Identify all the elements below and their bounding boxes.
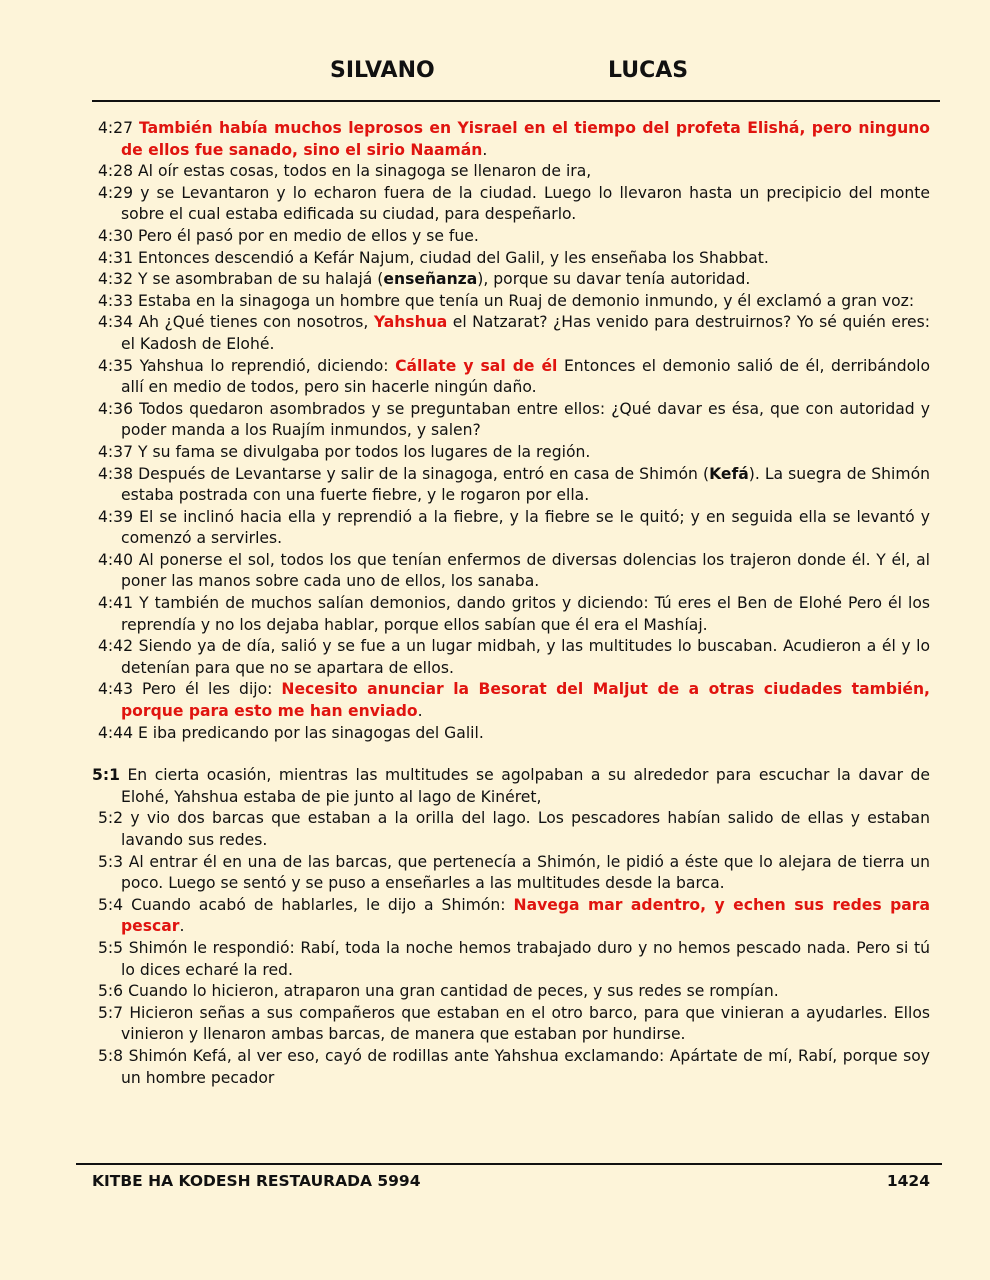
verse — [92, 248, 930, 270]
verse-number: 5:6 — [98, 982, 124, 1001]
verse-text: el Natzarat? ¿Has venido para destruirnos? Yo sé quién eres: el Kadosh de Elohé. — [121, 313, 930, 353]
verse-text: E iba predicando por las sinagogas del Galil. — [138, 723, 484, 742]
verse-text: y se Levantaron y lo echaron fuera de la ciudad. Luego lo llevaron hasta un precipicio del monte sobre el cual estaba edificada su ciudad, para despeñarlo. — [121, 183, 931, 224]
verse-text: Hicieron señas a sus compañeros que estaban en el otro barco, para que vinieran a ayudarles. Ellos vinieron y llenaron ambas barcas, de manera que estaban por hundirse. — [121, 1003, 930, 1044]
verse-number: 4:31 — [98, 248, 134, 267]
spoken-words: También había muchos leprosos en Yisrael en el tiempo del profeta Elishá, pero ninguno de ellos fue sanado, sino el sirio Naamán — [121, 119, 930, 159]
verse-number: 4:41 — [98, 594, 134, 613]
verse-number: 4:40 — [98, 550, 134, 569]
verse-number: 4:44 — [98, 723, 134, 742]
header-book: LUCAS — [608, 58, 689, 83]
verse-number: 4:28 — [98, 162, 134, 181]
verse — [92, 269, 930, 291]
verse-number: 4:43 — [98, 680, 134, 699]
verse-text: El se inclinó hacia ella y reprendió a la fiebre, y la fiebre se le quitó; y en seguida ella se levantó y comenzó a servirles. — [121, 507, 930, 548]
verse-number: 4:34 — [98, 313, 134, 332]
verse — [92, 399, 930, 442]
verse — [92, 938, 930, 981]
verse — [92, 312, 930, 355]
verse — [92, 765, 930, 808]
chapter-gap — [92, 744, 930, 765]
verse-number: 5:2 — [98, 809, 124, 828]
page-number: 1424 — [886, 1172, 930, 1190]
verse-text: Pero él pasó por en medio de ellos y se fue. — [138, 226, 479, 245]
verse-text: Estaba en la sinagoga un hombre que tenía un Ruaj de demonio inmundo, y él exclamó a gran voz: — [138, 291, 915, 310]
verse — [92, 679, 930, 722]
verse-text: Cuando acabó de hablarles, le dijo a Shimón: — [131, 895, 514, 914]
verse-number: 4:38 — [98, 464, 134, 483]
verse-text: Y se asombraban de su halajá ( — [138, 270, 384, 289]
verse-text: Entonces el demonio salió de él, derribándolo allí en medio de todos, pero sin hacerle ningún daño. — [121, 356, 931, 397]
verse-text: Shimón le respondió: Rabí, toda la noche hemos trabajado duro y no hemos pescado nada. Pero si tú lo dices echaré la red. — [121, 938, 930, 979]
verse — [92, 161, 930, 183]
verse — [92, 895, 930, 938]
verse — [92, 981, 930, 1003]
verse-text: Al oír estas cosas, todos en la sinagoga se llenaron de ira, — [138, 162, 592, 181]
verse-number: 5:7 — [98, 1003, 124, 1022]
verse-text: Entonces descendió a Kefár Najum, ciudad del Galil, y les enseñaba los Shabbat. — [138, 248, 769, 267]
verse-number: 4:32 — [98, 270, 134, 289]
footer-title: KITBE HA KODESH RESTAURADA 5994 — [92, 1172, 421, 1190]
spoken-words: Cállate y sal de él — [395, 356, 558, 375]
verse — [92, 442, 930, 464]
verse-text: ), porque su davar tenía autoridad. — [477, 270, 751, 289]
verse — [92, 464, 930, 507]
verse-text: Después de Levantarse y salir de la sinagoga, entró en casa de Shimón ( — [138, 464, 710, 483]
verse-text: Todos quedaron asombrados y se preguntaban entre ellos: ¿Qué davar es ésa, que con autoridad y poder manda a los Ruajím inmundos, y salen? — [121, 399, 930, 440]
spoken-words: Navega mar adentro, y echen sus redes para pescar — [121, 895, 930, 936]
verse — [92, 723, 930, 745]
verse — [92, 118, 930, 161]
verse-number: 4:42 — [98, 637, 134, 656]
verse-text: y vio dos barcas que estaban a la orilla del lago. Los pescadores habían salido de ellas y estaban lavando sus redes. — [121, 809, 930, 849]
verse-text: . — [482, 140, 488, 159]
verse-text: ). La suegra de Shimón estaba postrada con una fuerte fiebre, y le rogaron por ella. — [121, 464, 930, 505]
verse-text: Y su fama se divulgaba por todos los lugares de la región. — [138, 442, 591, 461]
verse-number: 4:35 — [98, 356, 134, 375]
spoken-words: Necesito anunciar la Besorat del Maljut de a otras ciudades también, porque para esto me han enviado — [121, 680, 930, 721]
verse-text: . — [417, 702, 423, 721]
footer-rule — [76, 1163, 942, 1165]
verse-text: En cierta ocasión, mientras las multitudes se agolpaban a su alrededor para escuchar la davar de Elohé, Yahshua estaba de pie junto al lago de Kinéret, — [121, 766, 930, 806]
verse-number: 4:27 — [98, 119, 134, 137]
verse-text — [92, 118, 930, 1089]
verse-number: 5:8 — [98, 1046, 124, 1065]
verse-text: Shimón Kefá, al ver eso, cayó de rodillas ante Yahshua exclamando: Apártate de mí, Rabí, porque soy un hombre pecador — [121, 1046, 930, 1087]
page-header — [0, 58, 990, 92]
header-rule — [92, 100, 940, 102]
verse — [92, 226, 930, 248]
verse-number: 5:5 — [98, 938, 124, 957]
verse — [92, 808, 930, 851]
verse-text: . — [179, 917, 185, 936]
verse-number: 5:1 — [92, 766, 120, 785]
bold-term: Kefá — [709, 464, 749, 483]
verse — [92, 1046, 930, 1089]
verse — [92, 852, 930, 895]
verse-number: 4:37 — [98, 442, 134, 461]
verse — [92, 356, 930, 399]
verse-number: 4:33 — [98, 291, 134, 310]
verse-number: 5:3 — [98, 852, 124, 871]
spoken-words: Yahshua — [373, 313, 448, 332]
verse-text: Cuando lo hicieron, atraparon una gran cantidad de peces, y sus redes se rompían. — [128, 982, 779, 1001]
verse-text: Al entrar él en una de las barcas, que pertenecía a Shimón, le pidió a éste que lo alejara de tierra un poco. Luego se sentó y se puso a enseñarles a las multitudes desde la barca. — [121, 852, 930, 893]
verse-number: 4:39 — [98, 507, 134, 526]
verse — [92, 507, 930, 550]
verse-text: Siendo ya de día, salió y se fue a un lugar midbah, y las multitudes lo buscaban. Acudieron a él y lo detenían para que no se apartara de ellos. — [121, 637, 930, 677]
verse-text: Y también de muchos salían demonios, dando gritos y diciendo: Tú eres el Ben de Elohé Pero él los reprendía y no los dejaba hablar, porque ellos sabían que él era el Mashíaj. — [121, 594, 930, 634]
verse-text: Al ponerse el sol, todos los que tenían enfermos de diversas dolencias los trajeron donde él. Y él, al poner las manos sobre cada uno de ellos, los sanaba. — [121, 550, 930, 591]
verse — [92, 593, 930, 636]
verse-text: Yahshua lo reprendió, diciendo: — [139, 356, 396, 375]
header-author: SILVANO — [330, 58, 435, 83]
verse-number: 4:29 — [98, 183, 134, 202]
verse — [92, 183, 930, 226]
verse-number: 5:4 — [98, 895, 124, 914]
verse-number: 4:30 — [98, 226, 134, 245]
verse — [92, 291, 930, 313]
verse — [92, 636, 930, 679]
bold-term: enseñanza — [383, 270, 478, 289]
verse — [92, 550, 930, 593]
verse-text: Pero él les dijo: — [142, 680, 282, 699]
verse-number: 4:36 — [98, 399, 134, 418]
verse — [92, 1003, 930, 1046]
verse-text: Ah ¿Qué tienes con nosotros, — [138, 313, 374, 332]
